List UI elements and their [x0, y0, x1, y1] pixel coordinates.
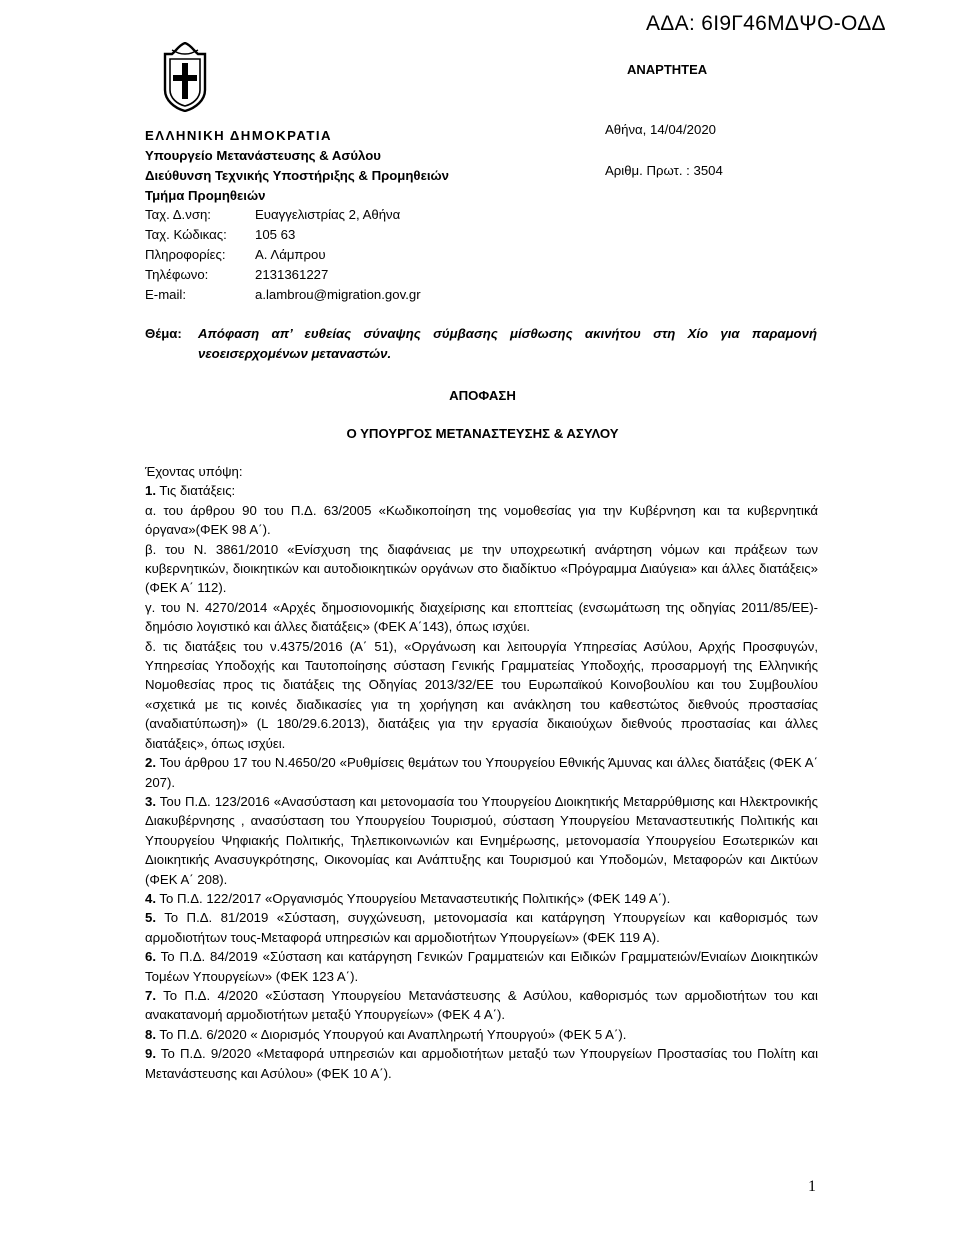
document-date: Αθήνα, 14/04/2020 [605, 122, 717, 137]
contact-label: Πληροφορίες: [145, 247, 226, 262]
list-item [145, 889, 818, 908]
list-item [145, 540, 818, 598]
contact-label: Τηλέφωνο: [145, 267, 209, 282]
item-text: γ. του Ν. 4270/2014 «Αρχές δημοσιονομικής διαχείρισης και εποπτείας (ενσωμάτωση της οδηγίας 2011/85/ΕΕ)-δημόσιο λογιστικό και άλλες διατάξεις» (ΦΕΚ Α΄143), όπως ισχύει. [145, 599, 818, 635]
list-item [145, 1044, 818, 1083]
list-item [145, 501, 818, 540]
item-text: Το Π.Δ. 81/2019 «Σύσταση, συγχώνευση, μετονομασία και κατάργηση Υπουργείων και καθορισμός των αρμοδιοτήτων τους-Μεταφορά υπηρεσιών και αρμοδιοτήτων Υπουργείων» (ΦΕΚ 119 Α). [145, 910, 818, 945]
item-number: 1. [145, 483, 156, 499]
item-number: 2. [145, 755, 156, 771]
item-number: 4. [145, 890, 156, 906]
contact-value: Α. Λάμπρου [255, 247, 326, 262]
item-number: 7. [145, 987, 156, 1003]
item-text: δ. τις διατάξεις του ν.4375/2016 (Α΄ 51), «Οργάνωση και λειτουργία Υπηρεσίας Ασύλου, Αρχής Προσφυγών, Υπηρεσίας Υποδοχής και Ταυτοποίησης σύσταση Γενικής Γραμματείας Υποδοχής, προσαρμογή της Ελληνικής Νομοθεσίας προς τις διατάξεις της Οδηγίας 2013/32/ΕΕ του Ευρωπαϊκού Κοινοβουλίου και του Συμβουλίου «σχετικά με τις κοινές διαδικασίες για τη χορήγηση και ανάκληση του καθεστώτος διεθνούς προστασίας (αναδιατύπωση)» (L 180/29.6.2013), διατάξεις για την εργασία δικαιούχων διεθνούς προστασίας και άλλες διατάξεις», όπως ισχύει. [145, 638, 818, 751]
item-text: Το Π.Δ. 84/2019 «Σύσταση και κατάργηση Γενικών Γραμματειών και Ειδικών Γραμματειών/Ενιαίων Διοικητικών Τομέων Υπουργείων» (ΦΕΚ 123 Α΄). [145, 949, 818, 984]
item-text: Το Π.Δ. 122/2017 «Οργανισμός Υπουργείου Μεταναστευτικής Πολιτικής» (ΦΕΚ 149 Α΄). [156, 890, 671, 906]
considerations-list [145, 481, 818, 1083]
list-item [145, 986, 818, 1025]
item-text: Το Π.Δ. 6/2020 « Διορισμός Υπουργού και Αναπληρωτή Υπουργού» (ΦΕΚ 5 Α΄). [156, 1026, 627, 1042]
document-body [145, 462, 818, 1083]
item-number: 3. [145, 793, 156, 809]
contact-label: Ταχ. Κώδικας: [145, 227, 227, 242]
list-item [145, 1025, 818, 1044]
minister-title: Ο ΥΠΟΥΡΓΟΣ ΜΕΤΑΝΑΣΤΕΥΣΗΣ & ΑΣΥΛΟΥ [346, 426, 619, 441]
list-item [145, 481, 818, 500]
ada-code: ΑΔΑ: 6Ι9Γ46ΜΔΨΟ-ΟΔΔ [646, 12, 886, 35]
posting-label: ΑΝΑΡΤΗΤΕΑ [627, 62, 708, 77]
contact-value: Ευαγγελιστρίας 2, Αθήνα [255, 207, 401, 222]
coat-of-arms-icon [162, 42, 208, 112]
contact-value: 2131361227 [255, 267, 329, 282]
section-name: Τμήμα Προμηθειών [145, 188, 266, 203]
contact-email: a.lambrou@migration.gov.gr [255, 287, 421, 302]
item-text: Του Π.Δ. 123/2016 «Ανασύσταση και μετονομασία του Υπουργείου Διοικητικής Μεταρρύθμισης και Ηλεκτρονικής Διακυβέρνησης , ανασύσταση του Υπουργείου Τουρισμού, σύσταση Υπουργείου Μεταναστευτικής Πολιτικής και Υπουργείου Ψηφιακής Πολιτικής, Τηλεπικοινωνιών και Ενημέρωσης, μετονομασία Υπουργείου Εσωτερικών και Διοικητικής Ανασυγκρότησης, Οικονομίας και Ανάπτυξης και Τουρισμού και Υποδομών, Μεταφορών και Δικτύων (ΦΕΚ Α΄ 208). [145, 793, 818, 887]
subject [145, 324, 817, 364]
item-number: 9. [145, 1046, 156, 1062]
subject-text: Απόφαση απ’ ευθείας σύναψης σύμβασης μίσθωσης ακινήτου στη Χίο για παραμονή νεοεισερχομένων μεταναστών. [198, 326, 817, 361]
list-item [145, 598, 818, 637]
list-item [145, 908, 818, 947]
list-item [145, 637, 818, 753]
contact-value: 105 63 [255, 227, 296, 242]
item-text: Το Π.Δ. 4/2020 «Σύσταση Υπουργείου Μετανάστευσης & Ασύλου, καθορισμός των αρμοδιοτήτων του και ανακατανομή αρμοδιοτήτων μεταξύ Υπουργείων» (ΦΕΚ 4 Α΄). [145, 987, 818, 1023]
contact-label: Ταχ. Δ.νση: [145, 207, 211, 222]
intro-text: Έχοντας υπόψη: [145, 464, 243, 479]
item-text: β. του Ν. 3861/2010 «Ενίσχυση της διαφάνειας με την υποχρεωτική ανάρτηση νόμων και πράξεων των κυβερνητικών, διοικητικών και αυτοδιοικητικών οργάνων στο διαδίκτυο «Πρόγραμμα Διαύγεια» και άλλες διατάξεις» (ΦΕΚ Α΄ 112). [145, 541, 818, 596]
country-name: ΕΛΛΗΝΙΚΗ ΔΗΜΟΚΡΑΤΙΑ [145, 128, 333, 143]
item-number: 8. [145, 1026, 156, 1042]
item-text: Το Π.Δ. 9/2020 «Μεταφορά υπηρεσιών και αρμοδιοτήτων μεταξύ των Υπουργείων Προστασίας του Πολίτη και Μετανάστευσης και Ασύλου» (ΦΕΚ 10 Α΄). [145, 1046, 818, 1081]
list-item [145, 947, 818, 986]
decision-title: ΑΠΟΦΑΣΗ [449, 388, 516, 403]
item-text: Του άρθρου 17 του Ν.4650/20 «Ρυθμίσεις θεμάτων του Υπουργείου Εθνικής Άμυνας και άλλες διατάξεις (ΦΕΚ Α΄ 207). [145, 755, 818, 790]
page-number: 1 [808, 1178, 816, 1195]
item-number: 5. [145, 910, 156, 926]
ministry-name: Υπουργείο Μετανάστευσης & Ασύλου [145, 148, 381, 163]
item-number: 6. [145, 949, 156, 965]
item-text: α. του άρθρου 90 του Π.Δ. 63/2005 «Κωδικοποίηση της νομοθεσίας για την Κυβέρνηση και τα κυβερνητικά όργανα»(ΦΕΚ 98 Α΄). [145, 502, 818, 538]
contact-label: E-mail: [145, 287, 187, 302]
list-item [145, 792, 818, 889]
item-text: Τις διατάξεις: [156, 483, 236, 499]
protocol-number: Αριθμ. Πρωτ. : 3504 [605, 163, 723, 178]
list-item [145, 753, 818, 792]
directorate-name: Διεύθυνση Τεχνικής Υποστήριξης & Προμηθειών [145, 168, 449, 183]
subject-label: Θέμα: [145, 326, 182, 341]
